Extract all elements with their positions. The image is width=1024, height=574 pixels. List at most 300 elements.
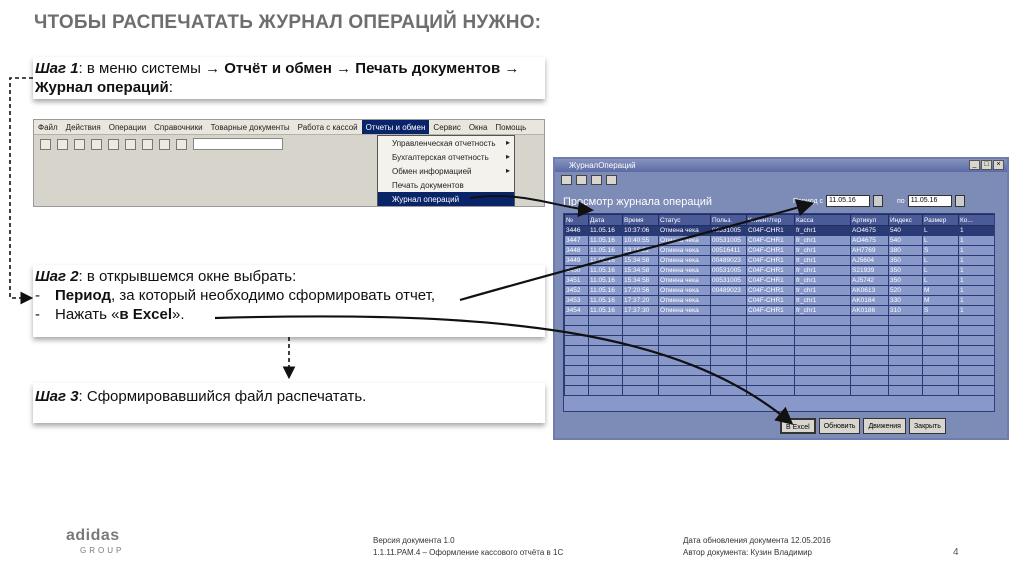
table-cell: 1: [959, 236, 996, 246]
table-row[interactable]: [565, 266, 996, 276]
submenu-arrow-icon: ▸: [505, 152, 510, 161]
step1-menu-report: Отчёт и обмен: [224, 60, 332, 77]
undo-icon[interactable]: [159, 139, 170, 150]
table-cell: 00489023: [711, 286, 747, 296]
table-cell: 10:37:06: [623, 226, 659, 236]
table-cell: C04F-CHR1: [747, 226, 795, 236]
preview-icon[interactable]: [576, 175, 587, 185]
menu-item[interactable]: Файл: [38, 123, 58, 132]
empty-row: [565, 376, 996, 386]
grid-column-header[interactable]: Статус: [659, 215, 711, 226]
empty-row: [565, 316, 996, 326]
empty-cell: [851, 346, 889, 356]
table-cell: 00516411: [711, 246, 747, 256]
table-cell: C04F-CHR1: [747, 306, 795, 316]
grid-column-header[interactable]: Время: [623, 215, 659, 226]
empty-cell: [565, 386, 589, 396]
empty-cell: [565, 336, 589, 346]
table-cell: 3447: [565, 236, 589, 246]
empty-cell: [959, 356, 996, 366]
table-cell: Отмена чека: [659, 286, 711, 296]
journal-toolbar: [555, 172, 1007, 188]
table-row[interactable]: [565, 306, 996, 316]
table-row[interactable]: [565, 246, 996, 256]
empty-cell: [711, 386, 747, 396]
table-cell: 310: [889, 306, 923, 316]
empty-cell: [565, 316, 589, 326]
grid-column-header[interactable]: Клиент/тер: [747, 215, 795, 226]
help-icon[interactable]: [606, 175, 617, 185]
table-cell: S: [923, 246, 959, 256]
step1-arrow-1: →: [205, 60, 221, 77]
table-cell: [711, 306, 747, 316]
empty-cell: [889, 336, 923, 346]
empty-cell: [889, 346, 923, 356]
step3-label: Шаг 3: [35, 388, 79, 405]
close-icon[interactable]: ×: [993, 160, 1004, 170]
step2-excel: в Excel: [119, 306, 173, 323]
dropdown-item[interactable]: [378, 178, 514, 192]
table-cell: 15:34:58: [623, 266, 659, 276]
empty-cell: [659, 346, 711, 356]
grid-column-header[interactable]: Польз.: [711, 215, 747, 226]
dropdown-item-label: Печать документов: [392, 181, 464, 190]
doc-author: Автор документа: Кузин Владимир: [683, 548, 813, 557]
empty-cell: [923, 326, 959, 336]
new-doc-icon[interactable]: [40, 139, 51, 150]
submenu-arrow-icon: ▸: [505, 166, 510, 175]
copy-icon[interactable]: [108, 139, 119, 150]
table-cell: 1: [959, 286, 996, 296]
save-icon[interactable]: [74, 139, 85, 150]
empty-cell: [795, 346, 851, 356]
table-cell: 1: [959, 276, 996, 286]
journal-window: [553, 157, 1009, 440]
menu-item[interactable]: Сервис: [433, 123, 461, 132]
dropdown-item[interactable]: [378, 164, 514, 178]
dropdown-item[interactable]: [378, 192, 514, 206]
step1-menu-print: Печать документов: [355, 60, 501, 77]
empty-cell: [659, 366, 711, 376]
empty-cell: [851, 386, 889, 396]
empty-cell: [623, 366, 659, 376]
menu-item[interactable]: Помощь: [495, 123, 527, 132]
grid-column-header[interactable]: Артикул: [851, 215, 889, 226]
empty-cell: [851, 376, 889, 386]
table-cell: S21939: [851, 266, 889, 276]
table-cell: 11.05.16: [589, 256, 623, 266]
dropdown-item-label: Журнал операций: [392, 195, 460, 204]
table-cell: S: [923, 306, 959, 316]
table-cell: C04F-CHR1: [747, 266, 795, 276]
empty-cell: [795, 376, 851, 386]
step3-box: [33, 383, 545, 423]
empty-cell: [851, 336, 889, 346]
dropdown-item-label: Обмен информацией: [392, 167, 472, 176]
table-cell: 350: [889, 256, 923, 266]
table-cell: 00531005: [711, 276, 747, 286]
table-cell: 00531005: [711, 236, 747, 246]
table-cell: AJ5604: [851, 256, 889, 266]
table-cell: 3448: [565, 246, 589, 256]
table-cell: L: [923, 256, 959, 266]
empty-cell: [589, 316, 623, 326]
maximize-icon[interactable]: □: [981, 160, 992, 170]
doc-name: 1.1.11.PAM.4 – Оформление кассового отчёта в 1С: [373, 548, 564, 557]
empty-cell: [711, 356, 747, 366]
empty-cell: [889, 316, 923, 326]
table-cell: AO4675: [851, 236, 889, 246]
grid-column-header[interactable]: Размер: [923, 215, 959, 226]
table-cell: 1: [959, 266, 996, 276]
empty-cell: [589, 346, 623, 356]
empty-cell: [851, 316, 889, 326]
step2-period: Период: [55, 287, 111, 304]
empty-cell: [623, 336, 659, 346]
calendar-icon[interactable]: [955, 195, 965, 207]
period-to-input[interactable]: 11.05.16: [908, 195, 952, 207]
empty-cell: [623, 356, 659, 366]
period-from-input[interactable]: 11.05.16: [826, 195, 870, 207]
print-icon[interactable]: [561, 175, 572, 185]
empty-cell: [851, 326, 889, 336]
table-cell: Отмена чека: [659, 256, 711, 266]
binoculars-icon[interactable]: [176, 139, 187, 150]
table-cell: 17:20:56: [623, 286, 659, 296]
empty-cell: [589, 376, 623, 386]
table-cell: M: [923, 296, 959, 306]
menu-item[interactable]: Действия: [65, 123, 101, 132]
empty-cell: [589, 386, 623, 396]
period-to-label: по: [897, 197, 905, 205]
empty-row: [565, 356, 996, 366]
journal-titlebar: [555, 159, 1007, 172]
empty-cell: [923, 316, 959, 326]
table-row[interactable]: [565, 256, 996, 266]
footer-doc-info: [373, 535, 563, 559]
table-cell: 330: [889, 296, 923, 306]
journal-window-title: ЖурналОпераций: [569, 161, 636, 170]
empty-cell: [565, 376, 589, 386]
table-cell: L: [923, 266, 959, 276]
empty-cell: [959, 326, 996, 336]
empty-cell: [747, 386, 795, 396]
empty-cell: [711, 346, 747, 356]
table-cell: 380: [889, 246, 923, 256]
empty-cell: [589, 366, 623, 376]
table-cell: 15:34:58: [623, 256, 659, 266]
grid-column-header[interactable]: Индекс: [889, 215, 923, 226]
empty-cell: [747, 366, 795, 376]
table-cell: fr_chr1: [795, 276, 851, 286]
table-cell: Отмена чека: [659, 246, 711, 256]
empty-row: [565, 336, 996, 346]
menubar: [34, 120, 544, 135]
empty-cell: [747, 326, 795, 336]
empty-cell: [747, 346, 795, 356]
table-cell: 10:40:55: [623, 236, 659, 246]
table-row[interactable]: [565, 286, 996, 296]
table-row[interactable]: [565, 226, 996, 236]
table-cell: AK0613: [851, 286, 889, 296]
dropdown-item-label: Управленческая отчетность: [392, 139, 496, 148]
table-cell: 11.05.16: [589, 306, 623, 316]
step2-period-rest: , за который необходимо сформировать отчет,: [111, 287, 436, 304]
step3-text: : Сформировавшийся файл распечатать.: [78, 388, 367, 405]
step1-box: [33, 57, 545, 99]
empty-cell: [565, 356, 589, 366]
menu-item[interactable]: Операции: [108, 123, 147, 132]
calendar-icon[interactable]: [873, 195, 883, 207]
open-icon[interactable]: [57, 139, 68, 150]
empty-cell: [851, 356, 889, 366]
filter-icon[interactable]: [591, 175, 602, 185]
table-cell: 350: [889, 266, 923, 276]
table-cell: fr_chr1: [795, 286, 851, 296]
refresh-button[interactable]: Обновить: [819, 418, 861, 434]
empty-cell: [889, 386, 923, 396]
doc-version: Версия документа 1.0: [373, 536, 455, 545]
empty-cell: [959, 376, 996, 386]
table-cell: 520: [889, 286, 923, 296]
table-cell: C04F-CHR1: [747, 276, 795, 286]
table-cell: C04F-CHR1: [747, 256, 795, 266]
doc-updated: Дата обновления документа 12.05.2016: [683, 536, 831, 545]
minimize-icon[interactable]: _: [969, 160, 980, 170]
empty-cell: [851, 366, 889, 376]
table-cell: 1: [959, 296, 996, 306]
empty-cell: [889, 356, 923, 366]
menu-item[interactable]: Товарные документы: [210, 123, 290, 132]
empty-cell: [959, 336, 996, 346]
empty-cell: [589, 356, 623, 366]
table-cell: 1: [959, 256, 996, 266]
table-cell: Отмена чека: [659, 296, 711, 306]
empty-cell: [747, 356, 795, 366]
step2-intro: : в открывшемся окне выбрать:: [78, 268, 297, 285]
grid-header-row: [565, 215, 996, 226]
empty-cell: [747, 316, 795, 326]
slide-title: ЧТОБЫ РАСПЕЧАТАТЬ ЖУРНАЛ ОПЕРАЦИЙ НУЖНО:: [34, 12, 542, 33]
step2-dash-1: -: [35, 287, 40, 304]
table-cell: Отмена чека: [659, 236, 711, 246]
table-cell: AH7769: [851, 246, 889, 256]
step2-press-pre: Нажать «: [55, 306, 120, 323]
grid-column-header[interactable]: Ко...: [959, 215, 996, 226]
dashed-arrow-step1-to-step2: [10, 78, 33, 298]
table-cell: 3449: [565, 256, 589, 266]
dropdown-item-label: Бухгалтерская отчетность: [392, 153, 489, 162]
table-cell: C04F-CHR1: [747, 296, 795, 306]
empty-cell: [565, 326, 589, 336]
table-cell: 350: [889, 276, 923, 286]
empty-cell: [711, 316, 747, 326]
toolbar-search-field[interactable]: [193, 138, 283, 150]
empty-cell: [623, 316, 659, 326]
table-cell: 17:37:30: [623, 306, 659, 316]
dropdown-item[interactable]: [378, 136, 514, 150]
empty-cell: [923, 386, 959, 396]
step1-menu-journal: Журнал операций: [35, 79, 169, 96]
table-row[interactable]: [565, 236, 996, 246]
empty-cell: [923, 376, 959, 386]
adidas-logo: adidas: [66, 527, 120, 544]
table-cell: Отмена чека: [659, 306, 711, 316]
empty-cell: [659, 356, 711, 366]
table-cell: 3452: [565, 286, 589, 296]
table-cell: AK0184: [851, 296, 889, 306]
empty-cell: [623, 376, 659, 386]
table-cell: 00531005: [711, 226, 747, 236]
table-cell: 11.05.16: [589, 276, 623, 286]
adidas-logo-group: GROUP: [80, 546, 125, 555]
table-cell: 11.05.16: [589, 296, 623, 306]
step1-label: Шаг 1: [35, 60, 79, 77]
excel-button[interactable]: В Excel: [780, 418, 816, 434]
table-cell: 11.05.16: [589, 226, 623, 236]
menu-item[interactable]: Справочники: [154, 123, 203, 132]
table-cell: AO4675: [851, 226, 889, 236]
empty-cell: [659, 376, 711, 386]
empty-cell: [659, 316, 711, 326]
empty-cell: [795, 386, 851, 396]
empty-cell: [959, 386, 996, 396]
empty-cell: [795, 336, 851, 346]
step2-label: Шаг 2: [35, 268, 79, 285]
grid-column-header[interactable]: Дата: [589, 215, 623, 226]
step1-tail: :: [168, 79, 173, 96]
table-cell: 1: [959, 226, 996, 236]
menu-item[interactable]: Отчеты и обмен: [362, 120, 430, 134]
table-row[interactable]: [565, 276, 996, 286]
table-cell: L: [923, 226, 959, 236]
table-cell: 00489023: [711, 256, 747, 266]
table-cell: Отмена чека: [659, 276, 711, 286]
empty-cell: [923, 366, 959, 376]
journal-buttons: [780, 418, 946, 434]
step2-press-post: ».: [172, 306, 185, 323]
empty-cell: [959, 346, 996, 356]
moves-button[interactable]: Движения: [863, 418, 906, 434]
table-cell: fr_chr1: [795, 236, 851, 246]
table-cell: 3453: [565, 296, 589, 306]
paste-icon[interactable]: [125, 139, 136, 150]
menu-item[interactable]: Окна: [468, 123, 488, 132]
table-cell: M: [923, 286, 959, 296]
empty-cell: [711, 366, 747, 376]
table-cell: L: [923, 236, 959, 246]
empty-cell: [923, 346, 959, 356]
table-cell: 00531005: [711, 266, 747, 276]
table-cell: 11.05.16: [589, 266, 623, 276]
table-cell: 11.05.16: [589, 246, 623, 256]
empty-cell: [659, 326, 711, 336]
empty-cell: [623, 386, 659, 396]
grid-column-header[interactable]: №: [565, 215, 589, 226]
table-cell: fr_chr1: [795, 266, 851, 276]
table-cell: AJ5742: [851, 276, 889, 286]
empty-cell: [889, 326, 923, 336]
print-icon[interactable]: [142, 139, 153, 150]
table-cell: fr_chr1: [795, 306, 851, 316]
app-menu-screenshot: [33, 119, 545, 207]
empty-cell: [565, 366, 589, 376]
step1-arrow-3: →: [504, 60, 520, 77]
empty-cell: [659, 336, 711, 346]
table-cell: 540: [889, 226, 923, 236]
empty-cell: [889, 366, 923, 376]
period-from: [793, 195, 883, 207]
empty-cell: [795, 326, 851, 336]
empty-cell: [795, 366, 851, 376]
empty-cell: [959, 316, 996, 326]
table-cell: L: [923, 276, 959, 286]
empty-cell: [747, 376, 795, 386]
empty-cell: [747, 336, 795, 346]
cut-icon[interactable]: [91, 139, 102, 150]
empty-cell: [711, 336, 747, 346]
table-cell: 11.05.16: [589, 286, 623, 296]
empty-cell: [959, 366, 996, 376]
empty-cell: [795, 316, 851, 326]
empty-row: [565, 326, 996, 336]
table-cell: fr_chr1: [795, 246, 851, 256]
step1-arrow-2: →: [336, 60, 352, 77]
empty-cell: [623, 326, 659, 336]
empty-cell: [565, 346, 589, 356]
table-row[interactable]: [565, 296, 996, 306]
table-cell: 13:16:22: [623, 246, 659, 256]
journal-grid: [563, 213, 995, 412]
footer-update-info: [683, 535, 831, 559]
table-cell: 1: [959, 306, 996, 316]
empty-cell: [889, 376, 923, 386]
menu-item[interactable]: Работа с кассой: [297, 123, 358, 132]
journal-header: Просмотр журнала операций: [563, 196, 713, 208]
table-cell: 3451: [565, 276, 589, 286]
table-cell: 3446: [565, 226, 589, 236]
step2-dash-2: -: [35, 306, 40, 323]
close-button[interactable]: Закрыть: [909, 418, 946, 434]
table-cell: AK0186: [851, 306, 889, 316]
table-cell: 540: [889, 236, 923, 246]
empty-cell: [923, 336, 959, 346]
table-cell: C04F-CHR1: [747, 286, 795, 296]
empty-cell: [923, 356, 959, 366]
grid-column-header[interactable]: Касса: [795, 215, 851, 226]
empty-row: [565, 386, 996, 396]
table-cell: C04F-CHR1: [747, 246, 795, 256]
period-to: [897, 195, 965, 207]
table-cell: fr_chr1: [795, 226, 851, 236]
table-cell: C04F-CHR1: [747, 236, 795, 246]
empty-cell: [623, 346, 659, 356]
empty-cell: [711, 376, 747, 386]
page-number: 4: [953, 547, 959, 558]
empty-cell: [795, 356, 851, 366]
empty-cell: [589, 326, 623, 336]
dropdown-item[interactable]: [378, 150, 514, 164]
empty-cell: [659, 386, 711, 396]
table-cell: 3454: [565, 306, 589, 316]
table-cell: Отмена чека: [659, 226, 711, 236]
table-cell: 1: [959, 246, 996, 256]
submenu-arrow-icon: ▸: [505, 138, 510, 147]
empty-cell: [711, 326, 747, 336]
table-cell: 3450: [565, 266, 589, 276]
empty-row: [565, 346, 996, 356]
step1-text: : в меню системы: [78, 60, 206, 77]
